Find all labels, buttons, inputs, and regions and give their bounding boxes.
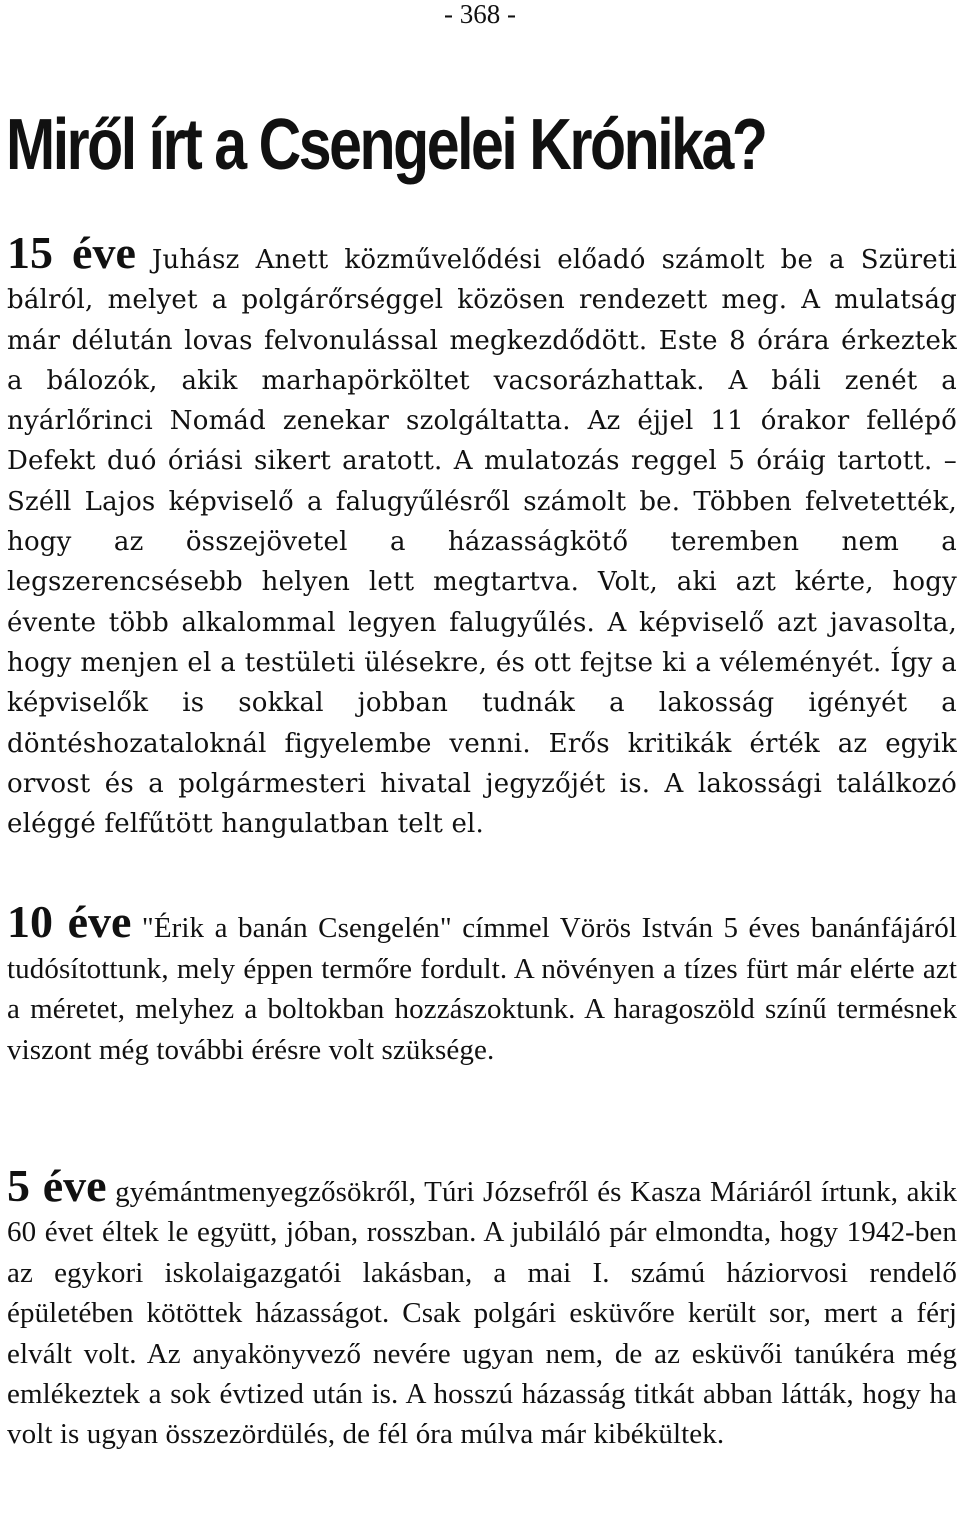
- article-body: gyémántmenyegzősökről, Túri Józsefről és Kasza Máriáról írtunk, akik 60 évet éltek le együtt, jóban, rosszban. A jubiláló pár elmondta, hogy 1942-ben az egykori iskolaigazgatói lakásban, a mai I. számú háziorvosi rendelő épületében kötöttek házasságot. Csak polgári esküvőre került sor, mert a férj elvált volt. Az anyakönyvező nevére ugyan nem, de az esküvői tanúkéra még emlékeztek a sok évtized után is. A hosszú házasság titkát abban látták, hogy ha volt is ugyan összezördülés, de fél óra múlva már kibékültek.: [7, 1176, 957, 1451]
- page-title: Miről írt a Csengelei Krónika?: [6, 105, 766, 185]
- page-number: - 368 -: [444, 0, 516, 29]
- article-5-years-ago: [7, 1160, 957, 1455]
- article-10-years-ago: [7, 896, 958, 1070]
- article-lead: 15 éve: [7, 227, 136, 278]
- article-lead: 5 éve: [7, 1160, 107, 1211]
- article-15-years-ago: [7, 227, 957, 844]
- article-lead: 10 éve: [7, 896, 132, 947]
- article-body: "Érik a banán Csengelén" címmel Vörös István 5 éves banánfájáról tudósítottunk, mely éppen termőre fordult. A növényen a tízes fürt már elérte azt a méretet, melyhez a boltokban hozzászoktunk. A haragoszöld színű termésnek viszont még további érésre volt szüksége.: [7, 912, 958, 1066]
- article-body: Juhász Anett közművelődési előadó számolt be a Szüreti bálról, melyet a polgárőrséggel közösen rendezett meg. A mulatság már délután lovas felvonulással megkezdődött. Este 8 órára érkeztek a bálozók, akik marhapörköltet vacsorázhattak. A báli zenét a nyárlőrinci Nomád zenekar szolgáltatta. Az éjjel 11 órakor fellépő Defekt duó óriási sikert aratott. A mulatozás reggel 5 óráig tartott. – Széll Lajos képviselő a falugyűlésről számolt be. Többen felvetették, hogy az összejövetel a házasságkötő teremben nem a legszerencsésebb helyen lett megtartva. Volt, aki azt kérte, hogy évente több alkalommal legyen falugyűlés. A képviselő azt javasolta, hogy menjen el a testületi ülésekre, és ott fejtse ki a véleményét. Így a képviselők is sokkal jobban tudnák a lakosság igényét a döntéshozataloknál figyelembe venni. Erős kritikák érték az egyik orvost és a polgármesteri hivatal jegyzőjét is. A lakossági találkozó eléggé felfűtött hangulatban telt el.: [7, 245, 957, 840]
